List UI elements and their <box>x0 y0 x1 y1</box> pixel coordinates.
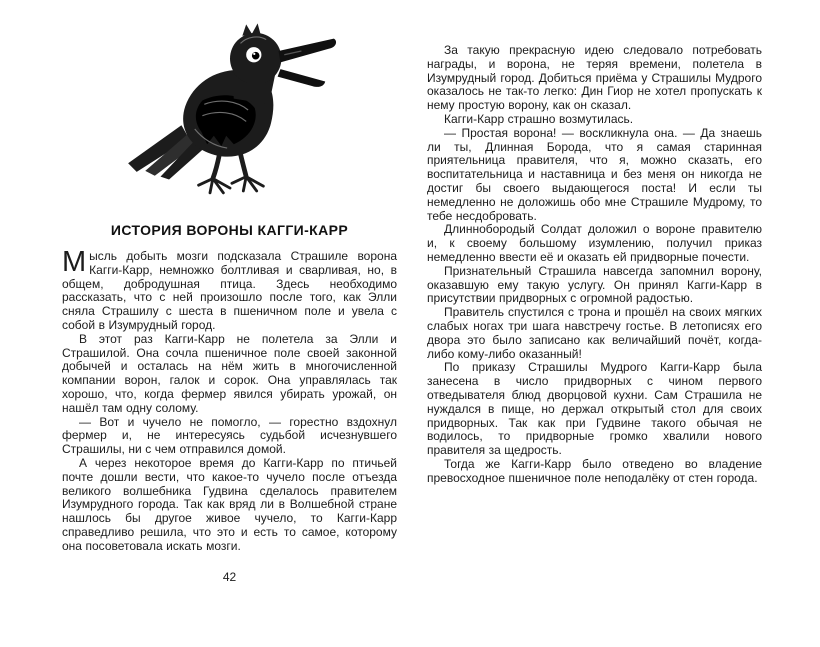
paragraph: Признательный Страшила навсегда запомнил ворону, оказавшую ему такую услугу. Он принял Кагги-Карр в присутствии придворных с огромной радостью. <box>427 263 762 306</box>
crow-illustration <box>62 12 397 208</box>
paragraph: В этот раз Кагги-Карр не полетела за Элли и Страшилой. Она сочла пшеничное поле своей законной добычей и осталась на нём жить в многочисленной компании ворон, галок и сорок. Она управлялась так хорошо, что, когда фермер явился убирать урожай, он нашёл там одну солому. <box>62 331 397 415</box>
page-number: 42 <box>222 569 237 584</box>
paragraph: Правитель спустился с трона и прошёл на своих мягких слабых ногах три шага навстречу гостье. В летописях его двора это было записано как величайший почёт, когда-либо кому-либо оказанный! <box>427 305 762 361</box>
paragraph: Кагги-Карр страшно возмутилась. <box>444 111 634 126</box>
opening-text: ысль добыть мозги подсказала Страшиле ворона Кагги-Карр, немножко болтливая и сварливая, но, в общем, добродушная птица. Здесь необходимо рассказать, что с ней произошло после того, как Элли сняла Страшилу с шеста в пшеничном поле и увела с собой в Изумрудный город. <box>62 249 397 332</box>
chapter-title: ИСТОРИЯ ВОРОНЫ КАГГИ-КАРР <box>110 222 349 238</box>
dropcap-letter: М <box>62 246 87 278</box>
crow-drawing <box>111 14 349 206</box>
left-page <box>62 12 397 647</box>
paragraph: За такую прекрасную идею следовало потребовать награды, и ворона, не теряя времени, полетела в Изумрудный город. Добиться приёма у Страшилы Мудрого оказалось не так-то легко: Дин Гиор не хотел пропускать к нему простую ворону, как он сказал. <box>427 43 762 113</box>
paragraph-opening <box>62 246 397 333</box>
paragraph: По приказу Страшилы Мудрого Кагги-Карр была занесена в число придворных с чином первого отведывателя блюд дворцовой кухни. Сам Страшила не нуждался в пище, но держал открытый стол для своих придворных. Так как при Гудвине такого обычая не водилось, то придворные громко хвалили нового правителя за щедрость. <box>427 360 762 458</box>
right-page <box>427 12 762 647</box>
paragraph: А через некоторое время до Кагги-Карр по птичьей почте дошли вести, что какое-то чучело после отъезда великого волшебника Гудвина сделалось правителем Изумрудного города. Так как вряд ли в Волшебной стране нашлось бы другое живое чучело, то Кагги-Карр справедливо решила, что это и есть то самое, которому она посоветовала искать мозги. <box>62 455 397 553</box>
paragraph: Тогда же Кагги-Карр было отведено во владение превосходное пшеничное поле неподалёку от стен города. <box>427 456 762 485</box>
paragraph: Длиннобородый Солдат доложил о вороне правителю и, к своему большому изумлению, получил приказ немедленно ввести её и оказать ей придворные почести. <box>427 222 762 264</box>
paragraph: — Вот и чучело не помогло, — горестно вздохнул фермер и, не интересуясь судьбой исчезнувшего Страшилы, ни с чем отправился домой. <box>62 414 397 457</box>
paragraph: — Простая ворона! — воскликнула она. — Да знаешь ли ты, Длинная Борода, что я самая старинная приятельница правителя, что я, можно сказать, его воспитательница и наставница и без меня он никогда не достиг бы своего выдающегося поста! И если ты немедленно не доложишь обо мне Страшиле Мудрому, то тебе несдобровать. <box>427 125 762 223</box>
